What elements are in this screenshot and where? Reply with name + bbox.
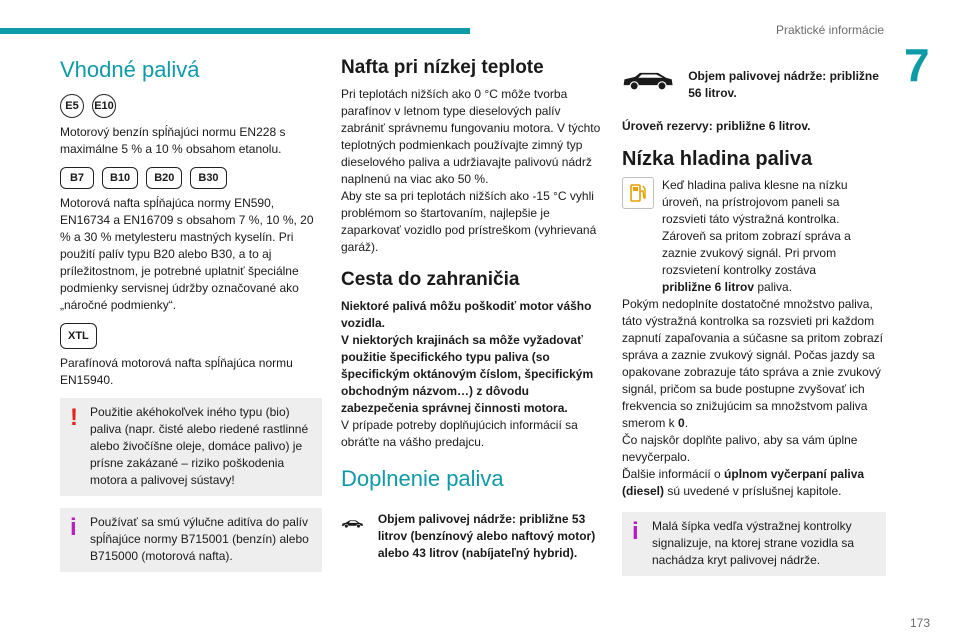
column-low-fuel <box>622 68 886 576</box>
reserve-level: Úroveň rezervy: približne 6 litrov. <box>622 119 811 133</box>
info-note-additives <box>60 508 322 572</box>
xtl-description: Parafínová motorová nafta spĺňajúca normu EN15940. <box>60 356 293 387</box>
badge-row-xtl <box>60 323 322 349</box>
heading-low-fuel: Nízka hladina paliva <box>622 148 813 170</box>
low-fuel-text-4b: úplnom vyčerpaní paliva (diesel) <box>622 467 865 498</box>
tank-capacity-row-2 <box>622 68 886 102</box>
low-fuel-text-4 <box>622 466 886 500</box>
badge-row-diesel <box>60 167 322 189</box>
diesel-garage-text: Aby ste sa pri teplotách nižších ako -15 °C vyhli problémom so štartovaním, najlepšie je zaparkovať vozidlo pod prístreškom (vyhrievaná garáž). <box>341 189 597 254</box>
abroad-contact-text: V prípade potreby doplňujúcich informácií sa obráťte na vášho predajcu. <box>341 418 578 449</box>
low-fuel-reserve-bold: približne 6 litrov <box>662 280 755 294</box>
fuel-badge-b7: B7 <box>60 167 94 189</box>
abroad-bold-2: V niektorých krajinách sa môže vyžadovať použitie špecifického typu paliva (so špecifickým oktánovým číslom, špecifickým obchodným názvom…) z dôvodu zabezpečenia správnej činnosti motora. <box>341 333 594 415</box>
heading-diesel-low-temp: Nafta pri nízkej teplote <box>341 57 544 78</box>
tank-capacity-row <box>341 511 603 562</box>
fuel-badge-e5: E5 <box>60 94 84 118</box>
car-icon <box>622 68 674 94</box>
fuel-pump-warning-icon <box>622 177 654 209</box>
info-arrow-text: Malá šípka vedľa výstražnej kontrolky signalizuje, na ktorej strane vozidla sa nachádza kryt palivovej nádrže. <box>652 519 855 567</box>
chapter-number: 7 <box>904 39 930 91</box>
section-title: Praktické informácie <box>776 23 885 37</box>
low-fuel-zero-bold: 0 <box>678 416 685 430</box>
column-diesel-travel <box>341 56 603 570</box>
abroad-bold-1: Niektoré palivá môžu poškodiť motor vášho vozidla. <box>341 299 592 330</box>
warning-text: Použitie akéhokoľvek iného typu (bio) paliva (napr. čisté alebo riedené rastlinné alebo živočíšne oleje, domáce palivo) je prísne zakázané – riziko poškodenia motora a palivovej sústavy! <box>90 405 309 487</box>
fuel-badge-b30: B30 <box>190 167 226 189</box>
petrol-description: Motorový benzín spĺňajúci normu EN228 s maximálne 5 % a 10 % obsahom etanolu. <box>60 125 286 156</box>
header-accent-bar <box>0 28 470 34</box>
fuel-badge-e10: E10 <box>92 94 116 118</box>
low-fuel-text-1 <box>662 177 886 296</box>
heading-travel-abroad: Cesta do zahraničia <box>341 269 520 290</box>
low-fuel-text-1a: Keď hladina paliva klesne na nízku úroveň, na prístrojovom paneli sa rozsvieti táto výstražná kontrolka. Zároveň sa pritom zobrazí správa a zaznie zvukový signál. Pri prvom rozsvietení kontrolky zostáva <box>662 178 851 277</box>
info-additives-text: Používať sa smú výlučne aditíva do palív spĺňajúce normy B715001 (benzín) alebo B715000 (motorová nafta). <box>90 515 309 563</box>
car-icon <box>341 511 364 537</box>
low-fuel-text-2c: . <box>684 416 689 430</box>
tank-capacity-text: Objem palivovej nádrže: približne 53 litrov (benzínový alebo naftový motor) alebo 43 litrov (nabíjateľný hybrid). <box>377 512 596 560</box>
warning-icon: ! <box>70 404 78 431</box>
page-number: 173 <box>909 616 930 630</box>
fuel-badge-b10: B10 <box>102 167 138 189</box>
badge-row-petrol <box>60 94 322 118</box>
low-fuel-text-4a: Ďalšie informácií o <box>622 467 725 481</box>
low-fuel-row <box>622 177 886 296</box>
diesel-low-temp-text: Pri teplotách nižších ako 0 °C môže tvorba parafínov v letnom type dieselových palív zabrániť správnemu fungovaniu motora. V týchto teplotných podmienkach používajte zimný typ dieselového paliva a udržiavajte palivovú nádrž naplnenú na viac ako 50 %. <box>341 87 601 186</box>
low-fuel-text-2 <box>622 296 886 432</box>
fuel-badge-b20: B20 <box>146 167 182 189</box>
info-note-arrow <box>622 512 886 576</box>
warning-note <box>60 398 322 496</box>
tank-capacity-text-2: Objem palivovej nádrže: približne 56 litrov. <box>688 69 879 100</box>
low-fuel-text-3: Čo najskôr doplňte palivo, aby sa vám úplne nevyčerpalo. <box>622 433 858 464</box>
heading-refuelling: Doplnenie paliva <box>341 466 504 491</box>
column-fuels <box>60 56 322 572</box>
low-fuel-text-2a: Pokým nedoplníte dostatočné množstvo paliva, táto výstražná kontrolka sa rozsvieti pri každom zapnutí zapaľovania a súčasne sa pritom zobrazí správa a zaznie zvukový signál. Počas jazdy sa opakovane zobrazuje táto správa a znie zvukový signál, pričom sa bude postupne zvyšovať ich frekvencia so znižujúcim sa množstvom paliva smerom k <box>622 297 883 430</box>
info-icon: i <box>632 518 639 545</box>
low-fuel-text-1c: paliva. <box>754 280 793 294</box>
info-icon: i <box>70 514 77 541</box>
heading-suitable-fuels: Vhodné palivá <box>60 57 200 82</box>
fuel-badge-xtl: XTL <box>60 323 97 349</box>
diesel-description: Motorová nafta spĺňajúca normy EN590, EN16734 a EN16709 s obsahom 7 %, 10 %, 20 % a 30 % metylesteru mastných kyselín. Pri použití palív typu B20 alebo B30, a to aj príležitostnom, je potrebné uplatniť špeciálne podmienky servisnej údržby označované ako „náročné podmienky“. <box>60 196 314 312</box>
low-fuel-text-4c: sú uvedené v príslušnej kapitole. <box>664 484 842 498</box>
